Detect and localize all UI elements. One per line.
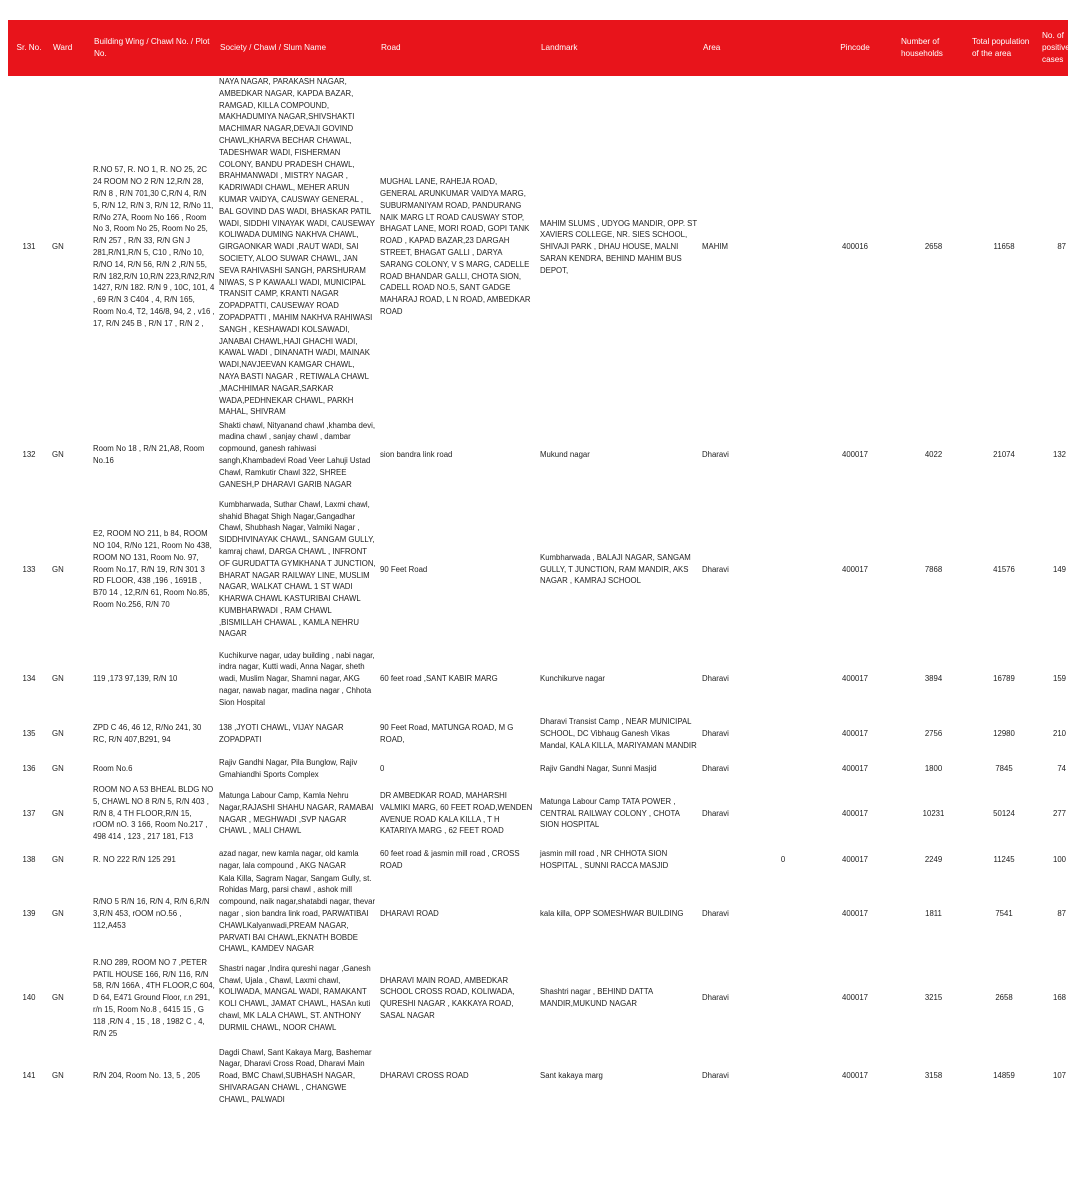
cell-households: 4022 <box>924 450 943 460</box>
cell-sr-no: 137 <box>22 808 36 818</box>
society-text-clipped: NAYA NAGAR, PARAKASH NAGAR, AMBEDKAR NAGAR, KAPDA BAZAR, RAMGAD, KILLA COMPOUND, MAKHADUMIYA NAGAR,SHIVSHAKTI MACHIMAR NAGAR,DEVAJI GOVIND CHAWL,KHARVA BECHAR CHAWAL, TADESHWAR WADI, FISHERMAN COLONY, BANDU PRADESH CHAWL, BRAHMANWADI , MISTRY NAGAR , KADRIWADI CHAWL, MEHER ARUN KUMAR VAIDYA, CAUSWAY GENERAL , BAL GOVIND DAS WADI, BHASKAR PATIL WADI, SIDDHI VINAYAK WADI, CAUSEWAY KOLIWADA DUMING NAKHVA CHAWL, GIRGAONKAR WADI ,RAUT WADI, SAI SOCIETY, ALOO SUWAR CHAWL, JAN SEVA RAHIVASHI SANGH, PARSHURAM NIWAS, S P KAWAALI WADI, MUNICIPAL TRANSIT CAMP, KRANTI NAGAR ZOPADPATTI, CAUSEWAY ROAD ZOPADPATTI , MAHIM NAKHVA RAHIWASI SANGH , KESHAWADI KOLSAWADI, JANABAI CHAWL,HAJI GHACHI WADI, KAWAL WADI , DINANATH WADI, MAINAK WADI,NAVJEEVAN KAMGAR CHAWL, NAYA BASTI NAGAR , RETIWALA CHAWL ,MACHHIMAR NAGAR,SARKAR WADA,PEDHNEKAR CHAWL, PARKH MAHAL, SHIVRAM <box>219 77 375 416</box>
cell-road: 0 <box>380 763 385 773</box>
cell-road: DR AMBEDKAR ROAD, MAHARSHI VALMIKI MARG, 60 FEET ROAD,WENDEN AVENUE ROAD KALA KILLA , T H KATARIYA MARG , 62 FEET ROAD <box>380 791 533 836</box>
cell-extra <box>754 1041 812 1111</box>
cell-positive: 149 <box>1052 564 1066 574</box>
table-row <box>8 955 1068 1041</box>
table-row <box>8 873 1068 956</box>
cell-area: Dharavi <box>702 450 729 460</box>
cell-households: 1811 <box>925 908 942 918</box>
cell-landmark: Mukund nagar <box>540 450 590 460</box>
cell-pincode: 400017 <box>841 854 869 864</box>
cell-area: MAHIM <box>702 242 728 252</box>
cell-positive: 87 <box>1057 908 1066 918</box>
cell-road: DHARAVI ROAD <box>380 908 439 918</box>
table-row <box>8 847 1068 873</box>
cell-building: ROOM NO A 53 BHEAL BLDG NO 5, CHAWL NO 8 R/N 5, R/N 403 , R/N 8, 4 TH FLOOR,R/N 15, rOOM nO. 3 166, Room No.217 , 498 414 , 123 , 217 181, F13 <box>93 785 214 842</box>
table-row <box>8 781 1068 847</box>
cell-building: R.NO 57, R. NO 1, R. NO 25, 2C 24 ROOM NO 2 R/N 12,R/N 28, R/N 8 , R/N 701,30 C,R/N 4, R/N 5, R/N 12, R/N 3, R/N 12, R/No 11, R/No 27A, Room No 166 , Room No 3, Room No 25, Room No 25, R/N 257 , R/N 33, R/N GN J 281,R/N1,R/N 5, C10 , R/No 10, R/NO 14, R/N 56, R/N 2 ,R/N 55, R/N 182,R/N 10,R/N 223,R/N2,R/N 1427, R/N 182. R/N 9 , 10C, 101, 4 , 69 R/N 3 C404 , 4, R/N 165, Room No.4, T2, 146/8, 94, 2 , v16 , 17, R/N 245 B , R/N 17 , R/N 2 , <box>93 165 215 328</box>
cell-building: R.NO 289, ROOM NO 7 ,PETER PATIL HOUSE 166, R/N 116, R/N 58, R/N 166A , 4TH FLOOR,C 604, D 64, E471 Ground Floor, r.n 291, r/n 15, Room No.8 , 6415 15 , G 118 ,R/N 4 , 15 , 18 , 1982 C , 4, R/N 25 <box>93 957 215 1038</box>
cell-landmark: Matunga Labour Camp TATA POWER , CENTRAL RAILWAY COLONY , CHOTA SION HOSPITAL <box>540 796 680 830</box>
cell-landmark: Sant kakaya marg <box>540 1071 603 1081</box>
header-positive: No. of positive cases <box>1039 20 1068 76</box>
cell-pincode: 400017 <box>841 450 869 460</box>
cell-ward: GN <box>52 564 64 574</box>
cell-society: 138 ,JYOTI CHAWL, VIJAY NAGAR ZOPADPATI <box>219 723 344 744</box>
cell-population: 7541 <box>995 908 1013 918</box>
cell-road: MUGHAL LANE, RAHEJA ROAD, GENERAL ARUNKUMAR VAIDYA MARG, SUBURMANIYAM ROAD, PANDURANG NAIK MARG LT ROAD CAUSWAY STOP, BHAGAT LANE, MORI ROAD, GOPI TANK ROAD , KAPAD BAZAR,23 DARGAH STREET, BHAGAT GALLI , DARYA SARANG COLONY, V S MARG, CADELLE ROAD BHANDAR GALLI, CHOTA SION, CADELL ROAD NO.5, SANT GADGE MAHARAJ ROAD, L N ROAD, AMBEDKAR ROAD <box>380 177 531 316</box>
table-row <box>8 711 1068 757</box>
cell-positive: 74 <box>1057 763 1066 773</box>
cell-road: DHARAVI MAIN ROAD, AMBEDKAR SCHOOL CROSS ROAD, KOLIWADA, QURESHI NAGAR , KAKKAYA ROAD, SASAL NAGAR <box>380 975 515 1020</box>
cell-households: 10231 <box>922 808 945 818</box>
cell-sr-no: 131 <box>22 242 36 252</box>
cell-society: Shastri nagar ,Indira qureshi nagar ,Ganesh Chawl, Ujala , Chawl, Laxmi chawl, KOLIWADA, MANGAL WADI, RAMAKANT KOLI CHAWL, JAMAT CHAWL, HASAn kuti chawl, MK LALA CHAWL, ST. ANTHONY DURMIL CHAWL, NOOR CHAWL <box>219 963 371 1032</box>
cell-pincode: 400017 <box>841 808 869 818</box>
cell-sr-no: 132 <box>22 450 36 460</box>
cell-extra <box>754 647 812 711</box>
cell-landmark: Kunchikurve nagar <box>540 674 606 684</box>
cell-landmark: Dharavi Transist Camp , NEAR MUNICIPAL SCHOOL, DC Vibhaug Ganesh Vikas Mandal, KALA KILLA, MARIYAMAN MANDIR <box>540 717 697 750</box>
cell-building: Room No.6 <box>93 763 133 773</box>
cell-households: 2658 <box>924 242 943 252</box>
cell-building: R/N 204, Room No. 13, 5 , 205 <box>93 1071 201 1081</box>
cell-ward: GN <box>52 908 64 918</box>
cell-population: 21074 <box>993 450 1015 460</box>
cell-pincode: 400017 <box>841 908 869 918</box>
cell-ward: GN <box>52 242 64 252</box>
cell-landmark: kala killa, OPP SOMESHWAR BUILDING <box>540 908 684 918</box>
cell-road: 90 Feet Road, MATUNGA ROAD, M G ROAD, <box>380 723 514 744</box>
cell-society: azad nagar, new kamla nagar, old kamla nagar, lala compound , AKG NAGAR <box>219 848 359 870</box>
cell-pincode: 400017 <box>841 674 869 684</box>
table-row <box>8 418 1068 492</box>
cell-society: Kala Killa, Sagram Nagar, Sangam Gully, st. Rohidas Marg, parsi chawl , ashok mill compound, naik nagar,shatabdi nagar, thevar nagar , sion bandra link road, PARWATIBAI CHAWLKalyanwadi,PREAM NAGAR, PARVATI BAI CHAWL,EKNATH BOBDE CHAWL, KAMDEV NAGAR <box>219 873 376 954</box>
cell-ward: GN <box>52 763 64 773</box>
cell-road: 60 feet road & jasmin mill road , CROSS ROAD <box>380 848 520 870</box>
cell-extra <box>754 492 812 647</box>
cell-building: R. NO 222 R/N 125 291 <box>93 854 176 864</box>
cell-households: 2249 <box>924 854 943 864</box>
header-road: Road <box>378 20 538 76</box>
header-population: Total population of the area <box>969 20 1039 76</box>
cell-sr-no: 134 <box>22 674 36 684</box>
cell-landmark: jasmin mill road , NR CHHOTA SION HOSPITAL , SUNNI RACCA MASJID <box>540 848 669 870</box>
cell-sr-no: 136 <box>22 763 36 773</box>
cell-population: 41576 <box>993 564 1015 574</box>
header-sr-no: Sr. No. <box>8 20 50 76</box>
cell-extra: 0 <box>780 854 786 864</box>
cell-area: Dharavi <box>702 908 729 918</box>
cell-population: 14859 <box>993 1071 1015 1081</box>
cell-area: Dharavi <box>702 564 729 574</box>
cell-households: 1800 <box>924 763 943 773</box>
header-pincode: Pincode <box>812 20 898 76</box>
cell-extra <box>754 711 812 757</box>
table-header <box>8 20 1068 76</box>
cell-building: E2, ROOM NO 211, b 84, ROOM NO 104, R/No 121, Room No 438, ROOM NO 131, Room No. 97, Room No.17, R/N 19, R/N 301 3 RD FLOOR, 438 ,196 , 1691B , B70 14 , 12,R/N 61, Room No.85, Room No.256, R/N 70 <box>93 529 212 609</box>
cell-positive: 107 <box>1052 1071 1066 1081</box>
cell-extra <box>754 955 812 1041</box>
cell-positive: 210 <box>1052 729 1066 739</box>
cell-society: Kuchikurve nagar, uday building , nabi nagar, indra nagar, Kutti wadi, Anna Nagar, sheth wadi, Muslim Nagar, Shamni nagar, AKG nagar, nawab nagar, madina nagar , Chhota Sion Hospital <box>219 650 375 707</box>
table-row <box>8 757 1068 781</box>
cell-population: 16789 <box>993 674 1015 684</box>
cell-positive: 100 <box>1052 854 1066 864</box>
cell-building: Room No 18 , R/N 21,A8, Room No.16 <box>93 444 205 465</box>
cell-households: 3215 <box>924 993 943 1003</box>
containment-zone-table <box>8 20 1068 1111</box>
cell-sr-no: 138 <box>22 854 36 864</box>
cell-households: 3158 <box>924 1071 943 1081</box>
cell-society: Shakti chawl, Nityanand chawl ,khamba devi, madina chawl , sanjay chawl , dambar copmound, ganesh rahiwasi sangh,Khambadevi Road Veer Lahuji Ustad Chawl, Ramkutir Chawl 322, SHREE GANESH,P DHARAVI GARIB NAGAR <box>219 420 376 489</box>
cell-pincode: 400017 <box>841 564 869 574</box>
cell-extra <box>754 757 812 781</box>
cell-ward: GN <box>52 1071 64 1081</box>
cell-extra <box>754 873 812 956</box>
cell-society: Dagdi Chawl, Sant Kakaya Marg, Bashemar Nagar, Dharavi Cross Road, Dharavi Main Road, BMC Chawl,SUBHASH NAGAR, SHIVARAGAN CHAWL , CHANGWE CHAWL, PALWADI <box>219 1047 372 1104</box>
cell-positive: 277 <box>1052 808 1066 818</box>
cell-ward: GN <box>52 854 64 864</box>
cell-society: Matunga Labour Camp, Kamla Nehru Nagar,RAJASHI SHAHU NAGAR, RAMABAI NAGAR , MEGHWADI ,SVP NAGAR CHAWL , MALI CHAWL <box>219 791 374 836</box>
cell-population: 7845 <box>995 763 1013 773</box>
cell-extra <box>754 418 812 492</box>
cell-area <box>700 847 754 873</box>
cell-road: sion bandra link road <box>380 450 453 460</box>
cell-extra <box>754 781 812 847</box>
cell-ward: GN <box>52 450 64 460</box>
cell-population: 11245 <box>993 854 1015 864</box>
cell-population: 2658 <box>995 993 1013 1003</box>
cell-sr-no: 133 <box>22 564 36 574</box>
cell-pincode: 400017 <box>841 729 869 739</box>
header-society: Society / Chawl / Slum Name <box>217 20 378 76</box>
cell-road: DHARAVI CROSS ROAD <box>380 1071 469 1081</box>
cell-society: Rajiv Gandhi Nagar, Pila Bunglow, Rajiv Gmahiandhi Sports Complex <box>219 758 358 779</box>
table-row <box>8 647 1068 711</box>
cell-pincode: 400017 <box>841 993 869 1003</box>
cell-positive: 168 <box>1052 993 1066 1003</box>
cell-building: R/NO 5 R/N 16, R/N 4, R/N 6,R/N 3,R/N 453, rOOM nO.56 , 112,A453 <box>93 897 210 930</box>
cell-society: Kumbharwada, Suthar Chawl, Laxmi chawl, shahid Bhagat Shigh Nagar,Gangadhar Chawl, Shubhash Nagar, Valmiki Nagar , SIDDHIVINAYAK CHAWL, SANGAM GULLY, kamraj chawl, DARGA CHAWL , INFRONT OF GURUDATTA GYMKHANA T JUNCTION, BHARAT NAGAR RAILWAY LINE, MUSLIM NAGAR, WALKAT CHAWL 1 ST WADI KHARWA CHAWL KASTURIBAI CHAWL KUMBHARWADI , RAM CHAWL ,BISMILLAH CHAWAL , KAMLA NEHRU NAGAR <box>219 499 376 639</box>
cell-pincode: 400016 <box>841 242 869 252</box>
cell-sr-no: 140 <box>22 993 36 1003</box>
cell-society <box>217 76 378 418</box>
cell-area: Dharavi <box>702 729 729 739</box>
cell-population: 11658 <box>993 242 1015 252</box>
containment-zone-sheet <box>8 20 1068 1111</box>
cell-area: Dharavi <box>702 763 729 773</box>
cell-building: ZPD C 46, 46 12, R/No 241, 30 RC, R/N 407,B291, 94 <box>93 723 202 744</box>
header-spacer <box>754 20 812 76</box>
cell-positive: 132 <box>1052 450 1066 460</box>
cell-ward: GN <box>52 674 64 684</box>
cell-area: Dharavi <box>702 993 729 1003</box>
cell-ward: GN <box>52 729 64 739</box>
cell-sr-no: 139 <box>22 908 36 918</box>
header-landmark: Landmark <box>538 20 700 76</box>
cell-pincode: 400017 <box>841 763 869 773</box>
cell-road: 60 feet road ,SANT KABIR MARG <box>380 674 498 684</box>
cell-population: 12980 <box>993 729 1015 739</box>
cell-ward: GN <box>52 993 64 1003</box>
cell-positive: 159 <box>1052 674 1066 684</box>
table-body <box>8 76 1068 1111</box>
header-building: Building Wing / Chawl No. / Plot No. <box>91 20 217 76</box>
cell-area: Dharavi <box>702 674 729 684</box>
cell-population: 50124 <box>993 808 1015 818</box>
cell-landmark: Kumbharwada , BALAJI NAGAR, SANGAM GULLY, T JUNCTION, RAM MANDIR, AKS NAGAR , KAMRAJ SCHOOL <box>540 552 691 586</box>
cell-households: 7868 <box>924 564 943 574</box>
cell-landmark: Rajiv Gandhi Nagar, Sunni Masjid <box>540 763 657 773</box>
cell-area: Dharavi <box>702 1071 729 1081</box>
header-ward: Ward <box>50 20 91 76</box>
cell-positive: 87 <box>1057 242 1066 252</box>
cell-households: 3894 <box>924 674 943 684</box>
table-row <box>8 492 1068 647</box>
table-row <box>8 1041 1068 1111</box>
cell-ward: GN <box>52 808 64 818</box>
header-households: Number of households <box>898 20 969 76</box>
cell-sr-no: 135 <box>22 729 36 739</box>
cell-pincode: 400017 <box>841 1071 869 1081</box>
table-row <box>8 76 1068 418</box>
cell-road: 90 Feet Road <box>380 564 428 574</box>
cell-landmark: Shashtri nagar , BEHIND DATTA MANDIR,MUKUND NAGAR <box>540 987 653 1009</box>
cell-area: Dharavi <box>702 808 729 818</box>
cell-landmark: MAHIM SLUMS , UDYOG MANDIR, OPP. ST XAVIERS COLLEGE, NR. SIES SCHOOL, SHIVAJI PARK , DHAU HOUSE, MALNI SARAN KENDRA, BEHIND MAHIM BUS DEPOT, <box>540 218 697 275</box>
cell-sr-no: 141 <box>22 1071 36 1081</box>
cell-extra <box>754 76 812 418</box>
cell-households: 2756 <box>924 729 943 739</box>
header-area: Area <box>700 20 754 76</box>
cell-building: 119 ,173 97,139, R/N 10 <box>93 674 178 684</box>
